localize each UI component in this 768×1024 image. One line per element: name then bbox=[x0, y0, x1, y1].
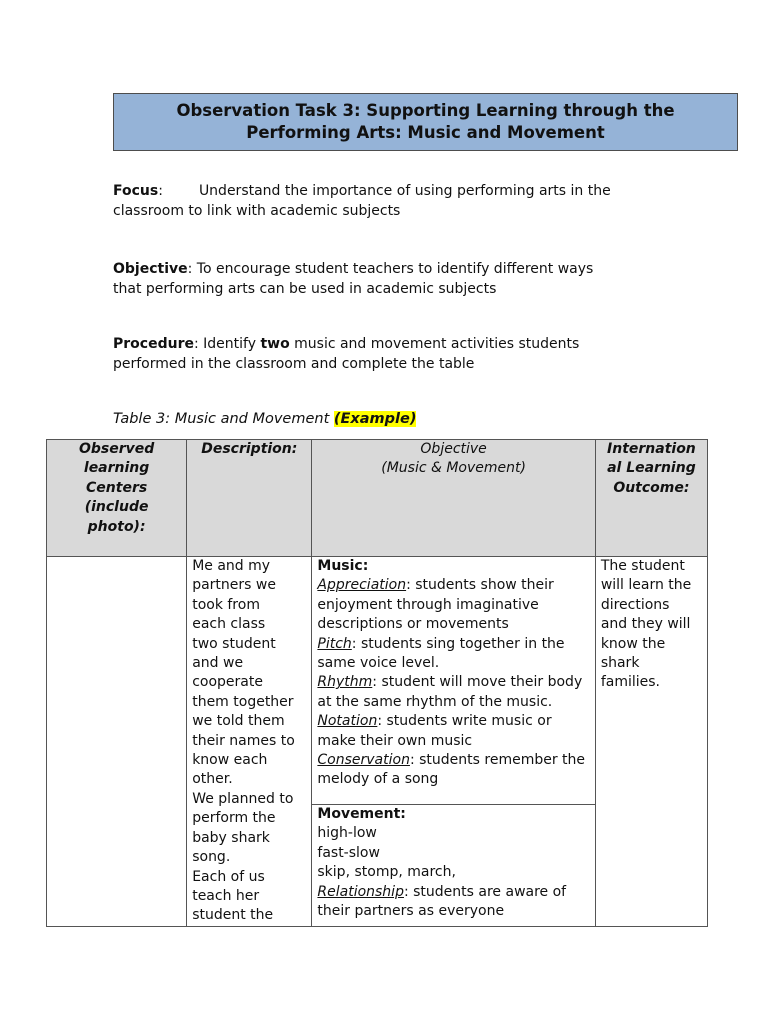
music-item bbox=[317, 635, 589, 674]
focus-text-line1: Understand the importance of using performing arts in the bbox=[198, 183, 611, 199]
outcome-line: shark bbox=[600, 655, 640, 672]
description-line: We planned to bbox=[192, 790, 294, 807]
description-line: we told them bbox=[192, 713, 285, 730]
objective-label: Objective bbox=[113, 261, 188, 277]
observed-centers-cell bbox=[47, 557, 187, 927]
procedure-text-a: : Identify bbox=[193, 336, 261, 352]
outcome-line: know the bbox=[600, 635, 666, 652]
music-text: : student will move their body at the same rhythm of the music. bbox=[317, 674, 583, 710]
movement-line: fast-slow bbox=[317, 844, 380, 861]
procedure-text-line2: performed in the classroom and complete the table bbox=[113, 355, 475, 372]
header-col4-line: Outcome: bbox=[613, 479, 690, 496]
music-term: Pitch bbox=[317, 635, 352, 652]
description-line: student the bbox=[192, 907, 274, 924]
header-col3-line2: (Music & Movement) bbox=[381, 460, 526, 477]
header-objective bbox=[312, 440, 595, 557]
description-line: other. bbox=[192, 771, 233, 788]
task-title-line1: Observation Task 3: Supporting Learning through the bbox=[176, 101, 675, 120]
header-observed-centers bbox=[47, 440, 187, 557]
music-item bbox=[317, 673, 589, 712]
movement-line: skip, stomp, march, bbox=[317, 864, 456, 881]
description-line: their names to bbox=[192, 732, 295, 749]
table-caption bbox=[113, 409, 416, 429]
description-line: two student bbox=[192, 635, 276, 652]
description-line: them together bbox=[192, 693, 294, 710]
focus-colon: : bbox=[158, 183, 163, 199]
music-text: : students write music or make their own music bbox=[317, 713, 552, 749]
music-text: : students show their enjoyment through imaginative descriptions or movements bbox=[317, 577, 554, 633]
outcome-line: directions bbox=[600, 596, 670, 613]
objective-text-line1: : To encourage student teachers to identify different ways bbox=[187, 261, 594, 277]
description-line: each class bbox=[192, 616, 266, 633]
procedure-paragraph bbox=[113, 335, 673, 374]
relationship-text: : students are aware of their partners as everyone bbox=[317, 883, 567, 920]
task-title-line2: Performing Arts: Music and Movement bbox=[246, 123, 605, 142]
movement-section bbox=[312, 805, 594, 921]
description-line: and we bbox=[192, 655, 244, 672]
task-title bbox=[113, 93, 738, 151]
focus-paragraph bbox=[113, 182, 673, 221]
description-cell bbox=[187, 557, 312, 927]
caption-text: Table 3: Music and Movement bbox=[113, 411, 334, 427]
description-line: teach her bbox=[192, 887, 260, 904]
header-col3-line1: Objective bbox=[420, 441, 487, 457]
relationship-term: Relationship bbox=[317, 883, 404, 900]
description-line: partners we bbox=[192, 577, 276, 594]
focus-label: Focus bbox=[113, 183, 159, 199]
music-term: Conservation bbox=[317, 752, 410, 769]
objective-cell bbox=[312, 557, 595, 927]
header-col2-label: Description: bbox=[201, 441, 298, 457]
header-learning-outcome bbox=[595, 440, 707, 557]
outcome-line: and they will bbox=[600, 616, 691, 633]
description-line: know each bbox=[192, 752, 268, 769]
header-col1-line: Observed bbox=[78, 441, 155, 457]
description-line: baby shark bbox=[192, 829, 270, 846]
objective-text-line2: that performing arts can be used in academic subjects bbox=[113, 280, 497, 297]
music-term: Notation bbox=[317, 713, 378, 730]
description-line: song. bbox=[192, 849, 231, 866]
music-heading: Music: bbox=[317, 558, 369, 574]
procedure-label: Procedure bbox=[113, 336, 194, 352]
header-col4-line: al Learning bbox=[607, 460, 696, 477]
objective-paragraph bbox=[113, 260, 673, 299]
music-term: Appreciation bbox=[317, 577, 407, 594]
outcome-cell bbox=[595, 557, 707, 927]
music-item bbox=[317, 751, 589, 790]
outcome-line: The student bbox=[600, 558, 685, 574]
description-line: Each of us bbox=[192, 868, 265, 885]
movement-heading: Movement: bbox=[317, 806, 406, 822]
procedure-bold-word: two bbox=[260, 336, 290, 352]
header-col1-line: (include bbox=[84, 499, 149, 516]
movement-line: high-low bbox=[317, 825, 377, 842]
music-section bbox=[312, 557, 594, 805]
description-line: cooperate bbox=[192, 674, 263, 691]
caption-highlight: (Example) bbox=[333, 411, 417, 427]
header-col1-line: learning bbox=[83, 460, 150, 477]
header-description bbox=[187, 440, 312, 557]
header-col4-line: Internation bbox=[607, 441, 696, 457]
procedure-text-b: music and movement activities students bbox=[289, 336, 580, 352]
description-line: perform the bbox=[192, 810, 276, 827]
focus-text-line2: classroom to link with academic subjects bbox=[113, 202, 401, 219]
movement-relationship bbox=[317, 883, 589, 922]
outcome-line: will learn the bbox=[600, 577, 692, 594]
music-term: Rhythm bbox=[317, 674, 373, 691]
music-text: : students remember the melody of a song bbox=[317, 752, 586, 788]
music-item bbox=[317, 712, 589, 751]
header-col1-line: Centers bbox=[86, 479, 148, 496]
music-text: : students sing together in the same voice level. bbox=[317, 635, 565, 672]
description-line: Me and my bbox=[192, 558, 271, 574]
outcome-line: families. bbox=[600, 674, 660, 691]
music-item bbox=[317, 576, 589, 634]
header-col1-line: photo): bbox=[87, 518, 146, 535]
music-movement-table bbox=[46, 439, 708, 927]
description-line: took from bbox=[192, 596, 260, 613]
